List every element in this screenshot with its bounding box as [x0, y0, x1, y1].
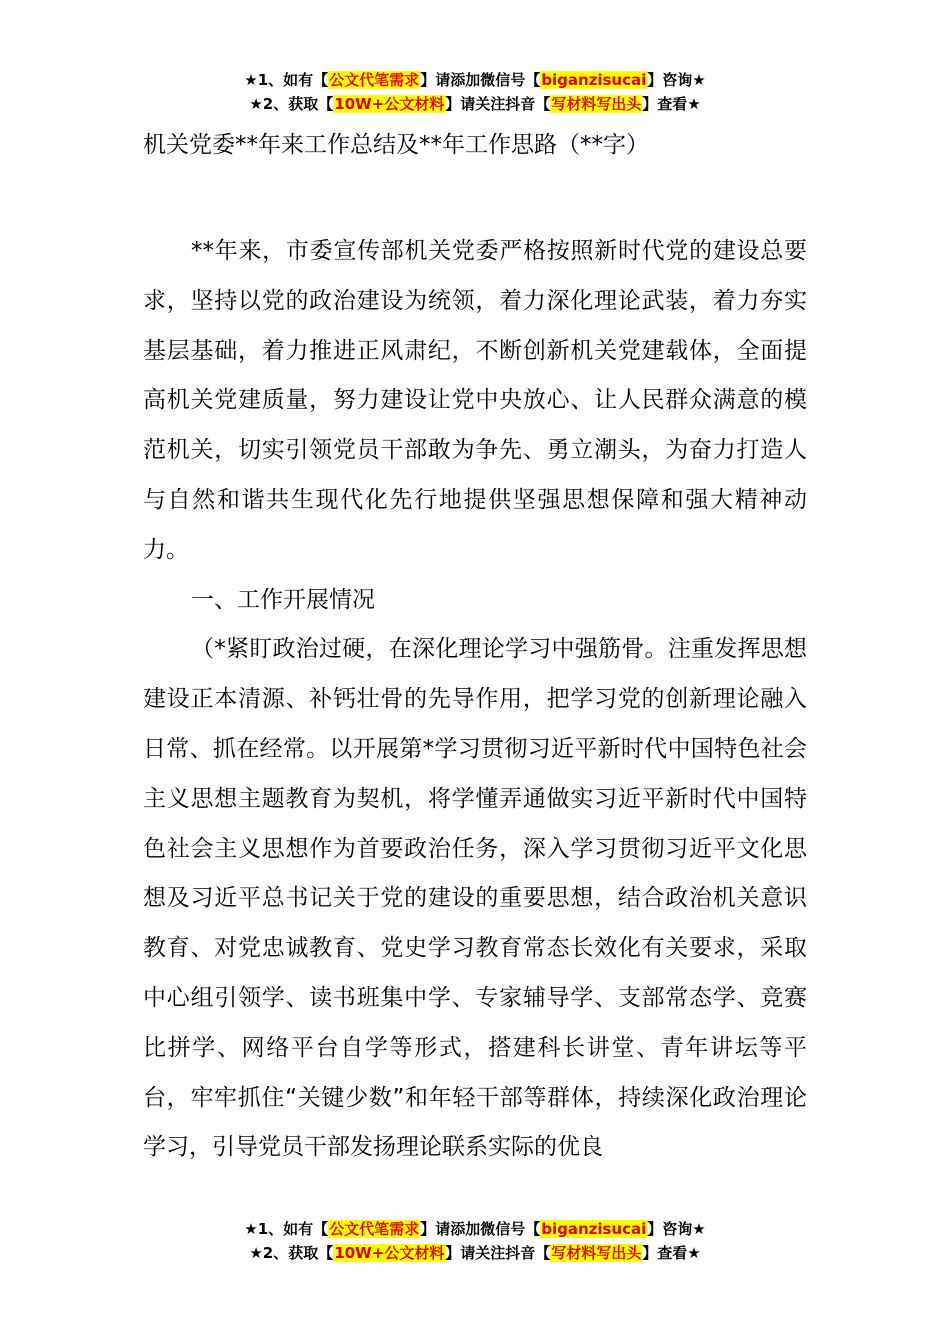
highlight-text: 10W+公文材料 — [334, 1244, 445, 1262]
section-heading: 一、工作开展情况 — [191, 586, 375, 613]
highlight-text: 公文代笔需求 — [329, 71, 420, 89]
paragraph: （*紧盯政治过硬，在深化理论学习中强筋骨。注重发挥思想建设正本清源、补钙壮骨的先导作用，把学习党的创新理论融入日常、抓在经常。以开展第*学习贯彻习近平新时代中国特色社会主义思想主题教育为契机，将学懂弄通做实习近平新时代中国特色社会主义思想作为首要政治任务，深入学习贯彻习近平文化思想及习近平总书记关于党的建设的重要思想，结合政治机关意识教育、对党忠诚教育、党史学习教育常态长效化有关要求，采取中心组引领学、读书班集中学、专家辅导学、支部常态学、竞赛比拼学、网络平台自学等形式，搭建科长讲堂、青年讲坛等平台，牢牢抓住“关键少数”和年轻干部等群体，持续深化政治理论学习，引导党员干部发扬理论联系实际的优良 — [143, 636, 807, 1161]
promo-line-1: ★1、如有【公文代笔需求】请添加微信号【biganzisucai】咨询★ — [244, 1220, 706, 1238]
promo-banner-top — [0, 68, 950, 116]
highlight-text: 10W+公文材料 — [334, 95, 445, 113]
document-title: 机关党委**年来工作总结及**年工作思路（**字） — [143, 132, 649, 158]
promo-line-1: ★1、如有【公文代笔需求】请添加微信号【biganzisucai】咨询★ — [244, 71, 706, 89]
promo-line-2: ★2、获取【10W+公文材料】请关注抖音【写材料写出头】查看★ — [249, 1244, 701, 1262]
highlight-text: 写材料写出头 — [551, 95, 642, 113]
highlight-text: biganzisucai — [541, 1220, 647, 1238]
promo-banner-bottom — [0, 1217, 950, 1265]
paragraph: **年来，市委宣传部机关党委严格按照新时代党的建设总要求，坚持以党的政治建设为统领，着力深化理论武装，着力夯实基层基础，着力推进正风肃纪，不断创新机关党建载体，全面提高机关党建质量，努力建设让党中央放心、让人民群众满意的模范机关，切实引领党员干部敢为争先、勇立潮头，为奋力打造人与自然和谐共生现代化先行地提供坚强思想保障和强大精神动力。 — [143, 238, 807, 563]
highlight-text: 公文代笔需求 — [329, 1220, 420, 1238]
promo-line-2: ★2、获取【10W+公文材料】请关注抖音【写材料写出头】查看★ — [249, 95, 701, 113]
highlight-text: 写材料写出头 — [551, 1244, 642, 1262]
highlight-text: biganzisucai — [541, 71, 647, 89]
document-body — [143, 227, 807, 1173]
